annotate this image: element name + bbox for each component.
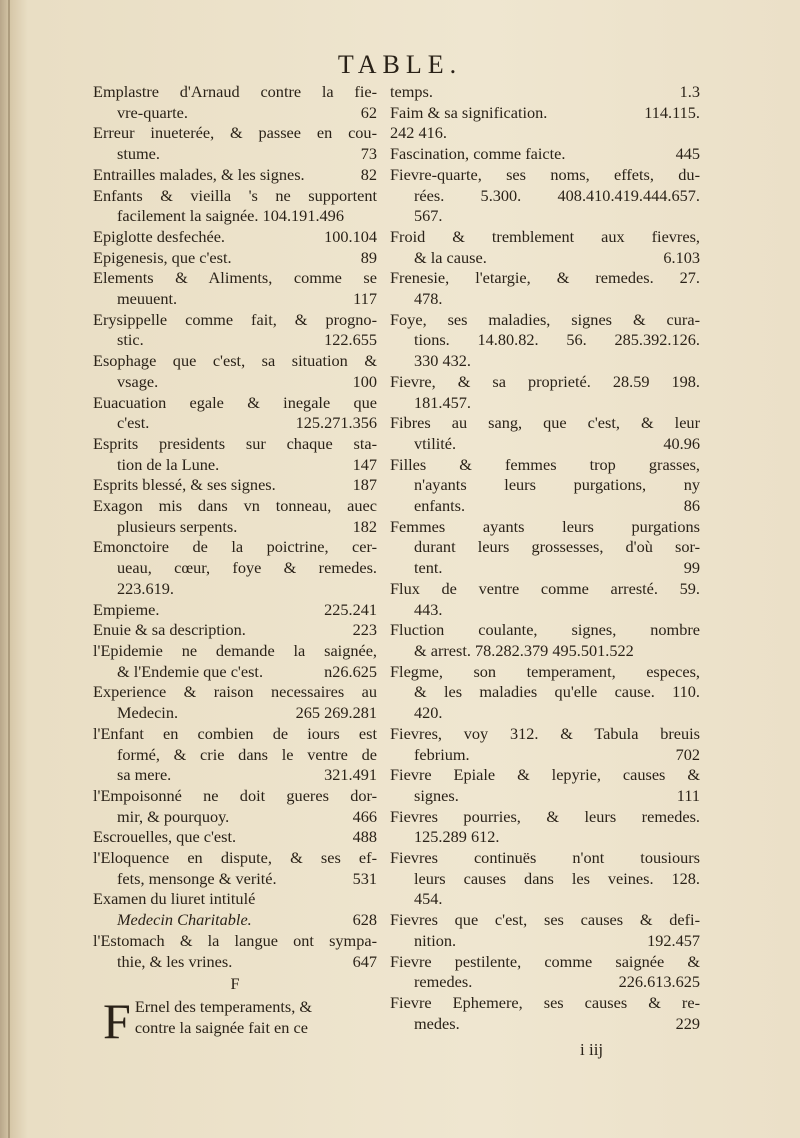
page-reference: 73 [360, 144, 377, 164]
right-index-entry [390, 952, 700, 993]
page-reference: 182 [352, 516, 377, 536]
entry-line: l'Estomach & la langue ont sympa- [93, 930, 377, 950]
entry-line: Exagon mis dans vn tonneau, auec [93, 496, 377, 516]
right-index-entry [390, 310, 700, 372]
entry-line: Entrailles malades, & les signes. 82 [93, 164, 377, 184]
entry-line: 443. [414, 599, 443, 619]
entry-line: Fievres pourries, & leurs remedes. [390, 806, 700, 826]
page-reference: 225.241 [324, 599, 377, 619]
left-index-entry [93, 889, 377, 930]
entry-line: Fievre pestilente, comme saignée & [390, 951, 700, 971]
entry-line: Frenesie, l'etargie, & remedes. 27. [390, 268, 700, 288]
right-column [390, 82, 700, 1034]
entry-line: leurs causes dans les veines. 128. [414, 868, 700, 888]
entry-line: ueau, cœur, foye & remedes. [117, 558, 377, 578]
page-title: TABLE. [337, 50, 463, 79]
entry-line: 420. [414, 703, 443, 723]
right-index-entry [390, 455, 700, 517]
entry-line: mir, & pourquoy. 466 [117, 806, 377, 826]
entry-line: Fievre Ephemere, ses causes & re- [390, 992, 700, 1012]
entry-line: & l'Endemie que c'est. n26.625 [117, 661, 377, 681]
right-index-entry [390, 807, 700, 848]
left-index-entry [93, 310, 377, 351]
page-reference: 229 [675, 1013, 700, 1033]
left-index-entry [93, 537, 377, 599]
page-reference: 89 [360, 247, 377, 267]
right-index-entry [390, 82, 700, 103]
entry-line: 223.619. [117, 578, 174, 598]
page-reference: 82 [360, 164, 377, 184]
entry-line: Flegme, son temperament, especes, [390, 661, 700, 681]
entry-line: Escrouelles, que c'est. 488 [93, 827, 377, 847]
page-reference: 647 [352, 951, 377, 971]
entry-line: 242 416. [390, 123, 447, 143]
left-index-entry [93, 786, 377, 827]
entry-line: rées. 5.300. 408.410.419.444.657. [414, 185, 700, 205]
page-reference: 86 [683, 496, 700, 516]
dropcap: F [103, 992, 131, 1049]
right-index-entry [390, 227, 700, 268]
left-index-entry [93, 848, 377, 889]
entry-line: facilement la saignée. 104.191.496 [117, 206, 344, 226]
left-index-entry [93, 351, 377, 392]
right-index-entry [390, 144, 700, 165]
page-reference: 1.3 [679, 82, 700, 101]
entry-line: Fievres continuës n'ont tousiours [390, 848, 700, 868]
entry-line: Epiglotte desfechée. 100.104 [93, 226, 377, 246]
entry-line: stume. 73 [117, 144, 377, 164]
entry-line: plusieurs serpents. 182 [117, 516, 377, 536]
entry-line: febrium. 702 [414, 744, 700, 764]
page-reference: 265 269.281 [295, 703, 377, 723]
entry-line: Enuie & sa description. 223 [93, 620, 377, 640]
entry-line: Empieme. 225.241 [93, 599, 377, 619]
right-index-entry [390, 103, 700, 124]
entry-line: 454. [414, 889, 443, 909]
entry-line: meuuent. 117 [117, 289, 377, 309]
dropcap-paragraph [93, 992, 377, 1049]
left-index-entry [93, 641, 377, 682]
entry-line: stic. 122.655 [117, 330, 377, 350]
entry-line: Foye, ses maladies, signes & cura- [390, 309, 700, 329]
page-reference: 111 [676, 785, 700, 805]
page-reference: n26.625 [324, 661, 377, 681]
page-reference: 100 [352, 371, 377, 391]
entry-line: temps. 1.3 [390, 82, 700, 101]
right-index-entry [390, 662, 700, 724]
right-index-entry [390, 620, 700, 661]
entry-line: l'Eloquence en dispute, & ses ef- [93, 848, 377, 868]
entry-line: Faim & sa signification. 114.115. [390, 102, 700, 122]
left-index-entry [93, 186, 377, 227]
entry-line: tent. 99 [414, 558, 700, 578]
entry-line: enfants. 86 [414, 496, 700, 516]
left-index-entry [93, 827, 377, 848]
page-reference: 40.96 [663, 433, 700, 453]
left-index-entry [93, 724, 377, 786]
right-index-entry [390, 848, 700, 910]
entry-line: 181.457. [414, 392, 471, 412]
page-reference: 187 [352, 475, 377, 495]
entry-line: tion de la Lune. 147 [117, 454, 377, 474]
right-index-entry [390, 165, 700, 227]
page-reference: 445 [675, 144, 700, 164]
entry-line: vtilité. 40.96 [414, 433, 700, 453]
entry-line: Fievre, & sa proprieté. 28.59 198. [390, 371, 700, 391]
signature-mark: i iij [580, 1040, 604, 1059]
entry-line: Elements & Aliments, comme se [93, 268, 377, 288]
left-index-entry [93, 165, 377, 186]
entry-line: 330 432. [414, 351, 471, 371]
entry-line: Experience & raison necessaires au [93, 682, 377, 702]
entry-line: Examen du liuret intitulé [93, 889, 256, 909]
page-reference: 531 [352, 868, 377, 888]
entry-line [93, 910, 377, 931]
entry-line: Medecin. 265 269.281 [117, 703, 377, 723]
right-index-entry [390, 910, 700, 951]
entry-line: Esprits blessé, & ses signes. 187 [93, 475, 377, 495]
dropcap-line: contre la saignée fait en ce [134, 1017, 308, 1037]
left-index-entry [93, 268, 377, 309]
page-reference: 6.103 [663, 247, 700, 267]
section-letter: F [230, 974, 240, 994]
entry-line: remedes. 226.613.625 [414, 972, 700, 992]
entry-line: Emonctoire de la poictrine, cer- [93, 537, 377, 557]
left-index-entry [93, 931, 377, 972]
page-reference: 628 [352, 910, 377, 930]
entry-line: Emplastre d'Arnaud contre la fie- [93, 82, 377, 101]
entry-line: formé, & crie dans le ventre de [117, 744, 377, 764]
left-index-entry [93, 682, 377, 723]
page-reference: 117 [353, 289, 377, 309]
right-index-entry [390, 268, 700, 309]
right-index-entry [390, 579, 700, 620]
page-reference: 702 [675, 744, 700, 764]
page-reference: 62 [360, 102, 377, 122]
entry-line: medes. 229 [414, 1013, 700, 1033]
page-reference: 114.115. [644, 102, 700, 122]
entry-line: durant leurs grossesses, d'où sor- [414, 537, 700, 557]
entry-line: Fibres au sang, que c'est, & leur [390, 413, 700, 433]
left-index-entry [93, 123, 377, 164]
entry-line: Erreur inueterée, & passee en cou- [93, 123, 377, 143]
entry-line: Epigenesis, que c'est. 89 [93, 247, 377, 267]
page-reference: 226.613.625 [618, 972, 700, 992]
entry-line: Femmes ayants leurs purgations [390, 516, 700, 536]
entry-line: c'est. 125.271.356 [117, 413, 377, 433]
entry-line: Fievre Epiale & lepyrie, causes & [390, 765, 700, 785]
entry-line: l'Empoisonné ne doit gueres dor- [93, 785, 377, 805]
entry-line: Fascination, comme faicte. 445 [390, 144, 700, 164]
left-index-entry [93, 82, 377, 123]
entry-line: fets, mensonge & verité. 531 [117, 868, 377, 888]
page-reference: 321.491 [324, 765, 377, 785]
page-reference: 100.104 [324, 226, 377, 246]
right-index-entry [390, 765, 700, 806]
right-index-entry [390, 993, 700, 1034]
entry-line: & la cause. 6.103 [414, 247, 700, 267]
italic-title: Medecin Charitable. [117, 910, 252, 930]
entry-line: l'Enfant en combien de iours est [93, 723, 377, 743]
entry-line: Froid & tremblement aux fievres, [390, 226, 700, 246]
left-index-entry [93, 496, 377, 537]
right-index-entry [390, 123, 700, 144]
page-reference: 223 [352, 620, 377, 640]
entry-line: & les maladies qu'elle cause. 110. [414, 682, 700, 702]
page-reference: 125.271.356 [295, 413, 377, 433]
entry-line: thie, & les vrines. 647 [117, 951, 377, 971]
entry-line: Fluction coulante, signes, nombre [390, 620, 700, 640]
entry-line: 567. [414, 206, 443, 226]
entry-line: Filles & femmes trop grasses, [390, 454, 700, 474]
page-reference: 466 [352, 806, 377, 826]
entry-line: l'Epidemie ne demande la saignée, [93, 640, 377, 660]
page-reference: 99 [683, 558, 700, 578]
entry-line: Erysippelle comme fait, & progno- [93, 309, 377, 329]
entry-line: sa mere. 321.491 [117, 765, 377, 785]
entry-line: vsage. 100 [117, 371, 377, 391]
page-reference: 488 [352, 827, 377, 847]
left-index-entry [93, 475, 377, 496]
left-index-entry [93, 227, 377, 248]
entry-line: Fievres, voy 312. & Tabula breuis [390, 723, 700, 743]
entry-line: tions. 14.80.82. 56. 285.392.126. [414, 330, 700, 350]
left-column [93, 82, 377, 1049]
entry-line: Euacuation egale & inegale que [93, 392, 377, 412]
right-index-entry [390, 413, 700, 454]
right-index-entry [390, 517, 700, 579]
right-index-entry [390, 724, 700, 765]
page-reference: 147 [352, 454, 377, 474]
entry-line: Fievres que c'est, ses causes & defi- [390, 910, 700, 930]
left-index-entry [93, 393, 377, 434]
entry-line: Enfants & vieilla 's ne supportent [93, 185, 377, 205]
entry-line: & arrest. 78.282.379 495.501.522 [414, 640, 634, 660]
entry-line: nition. 192.457 [414, 930, 700, 950]
entry-line: 478. [414, 289, 443, 309]
left-index-entry [93, 620, 377, 641]
page-reference: 122.655 [324, 330, 377, 350]
right-index-entry [390, 372, 700, 413]
page-reference: 192.457 [647, 930, 700, 950]
left-index-entry [93, 434, 377, 475]
entry-line: Esprits presidents sur chaque sta- [93, 433, 377, 453]
entry-line: signes. 111 [414, 785, 700, 805]
binding-gutter [8, 0, 10, 1138]
dropcap-line: Ernel des temperaments, & [134, 996, 313, 1016]
entry-line: 125.289 612. [414, 827, 500, 847]
entry-line: vre-quarte. 62 [117, 102, 377, 122]
entry-line: Fievre-quarte, ses noms, effets, du- [390, 164, 700, 184]
left-index-entry [93, 248, 377, 269]
left-index-entry [93, 600, 377, 621]
entry-line: Flux de ventre comme arresté. 59. [390, 578, 700, 598]
entry-line: n'ayants leurs purgations, ny [414, 475, 700, 495]
entry-line: Esophage que c'est, sa situation & [93, 351, 377, 371]
